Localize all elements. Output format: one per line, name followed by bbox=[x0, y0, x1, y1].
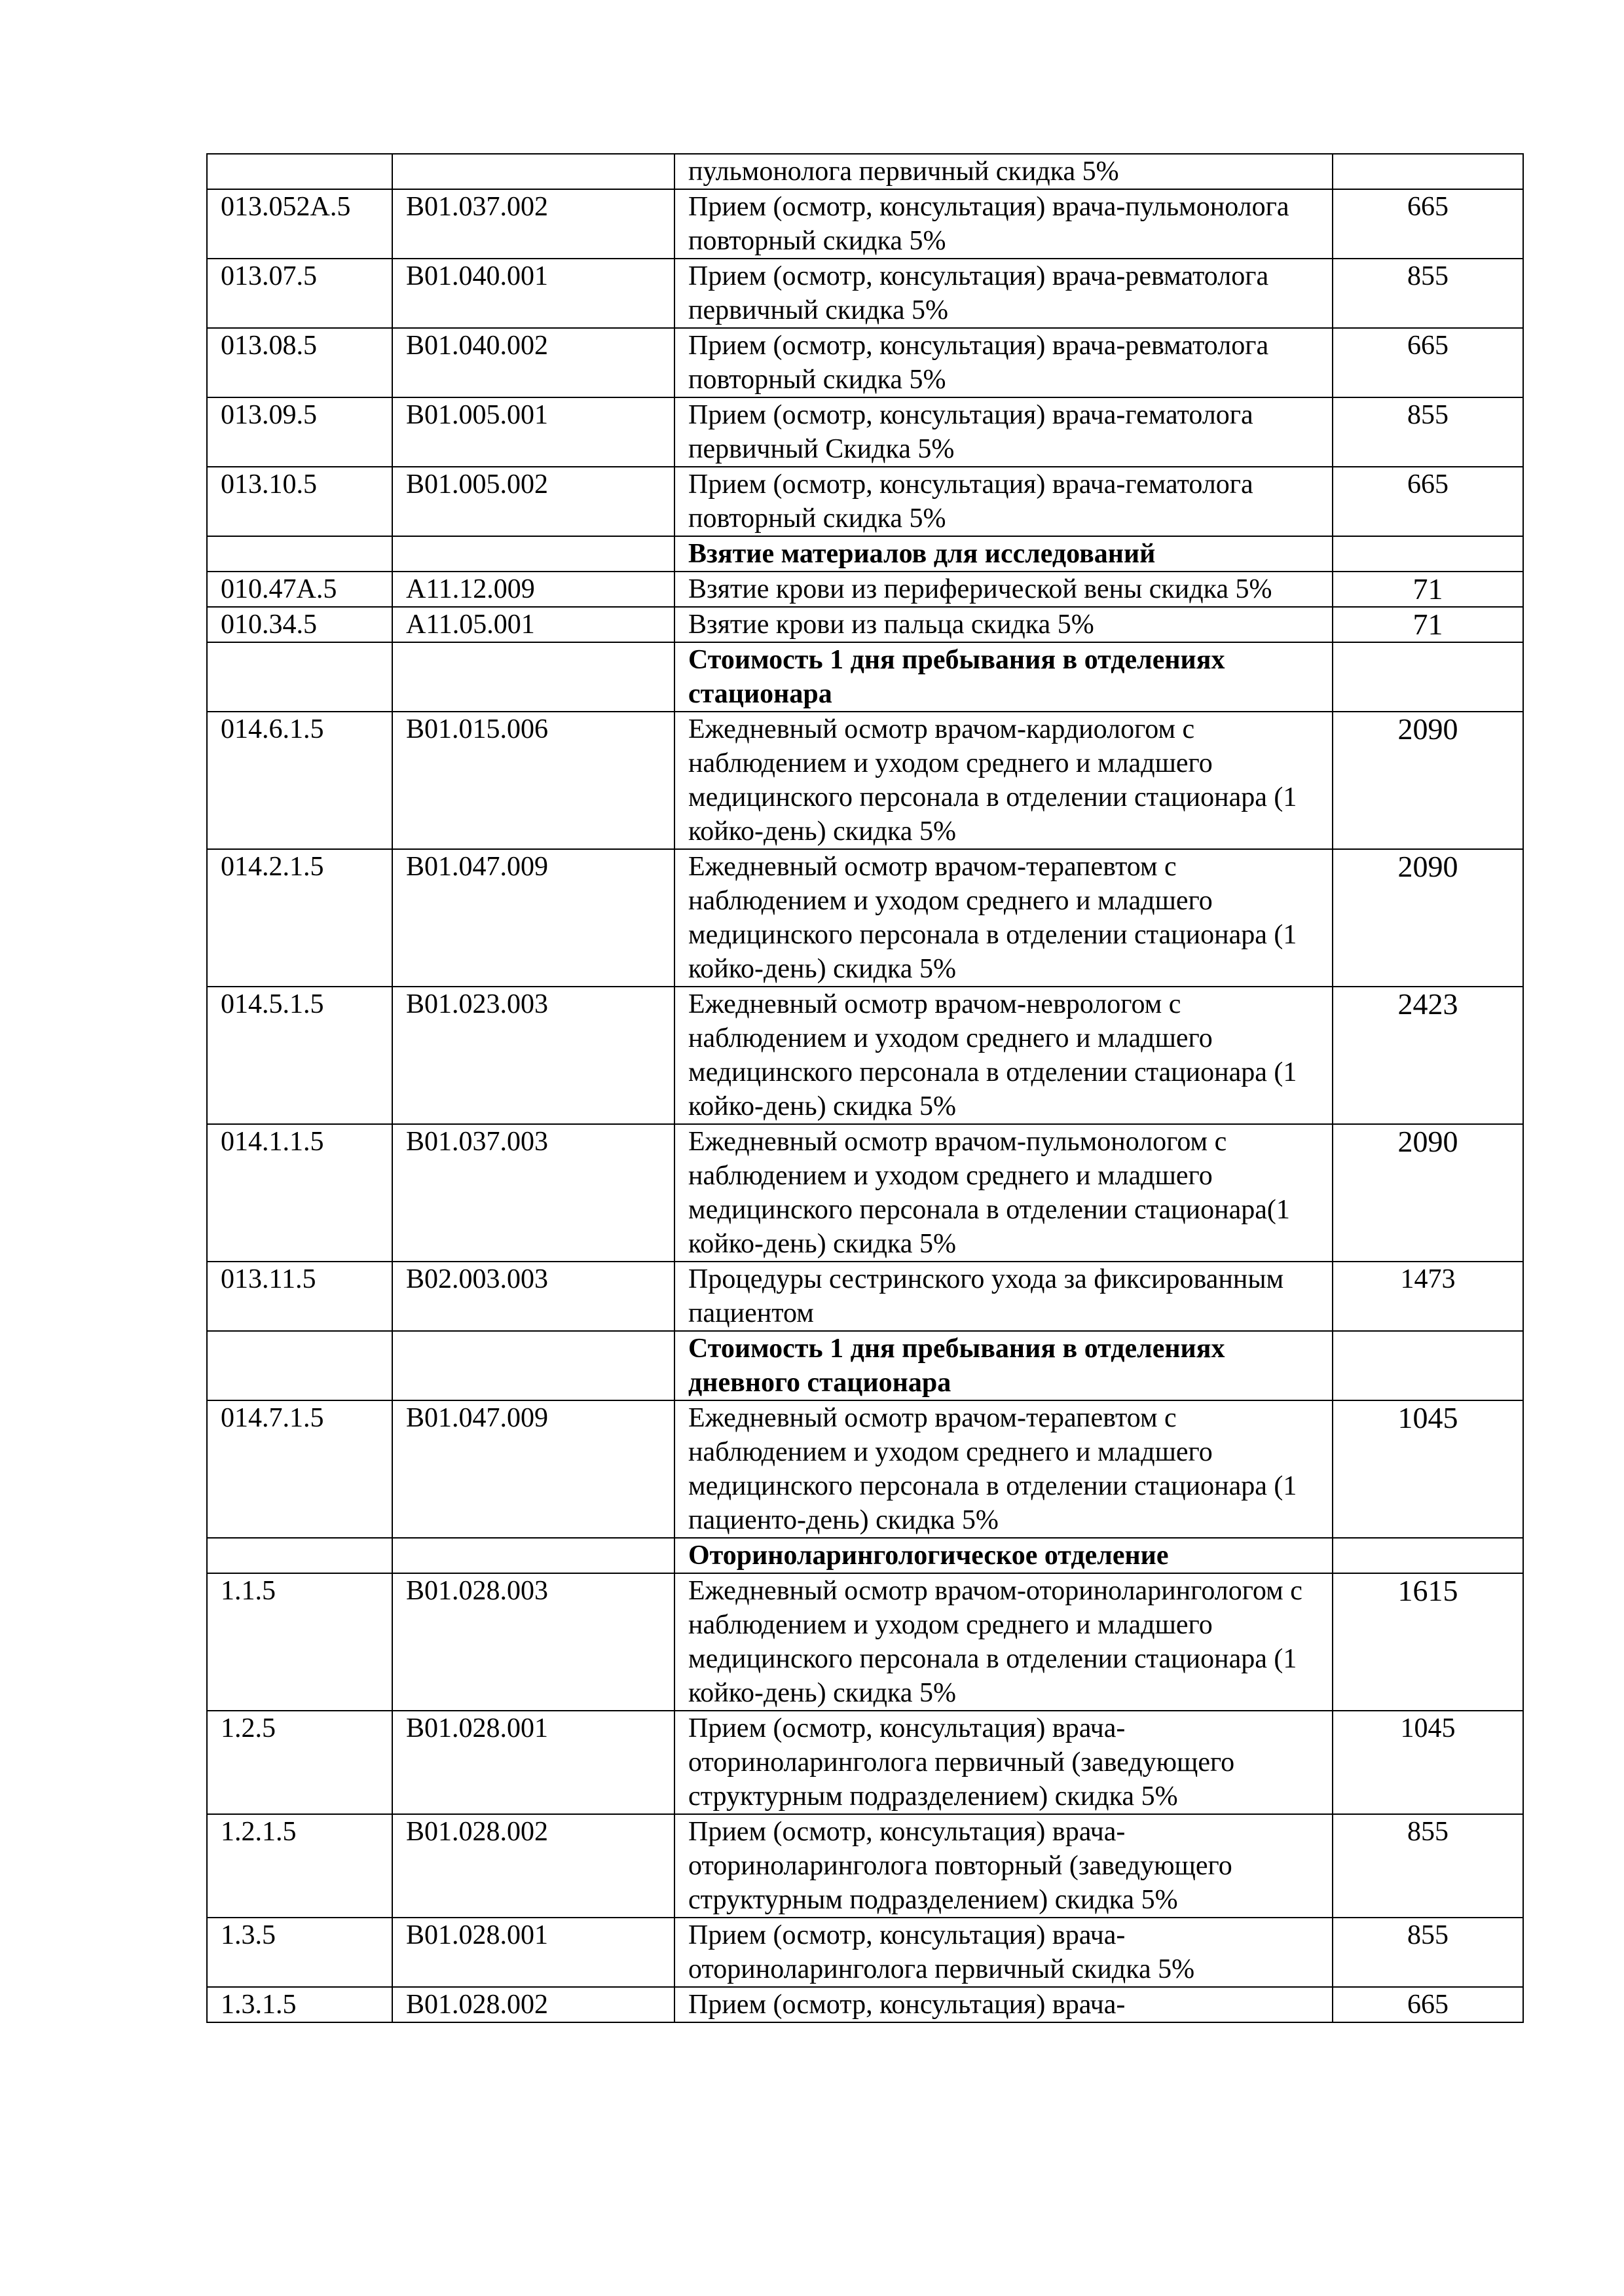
table-row bbox=[207, 987, 1523, 1124]
code-cell: 1.3.5 bbox=[207, 1918, 392, 1987]
price-cell: 1045 bbox=[1333, 1711, 1523, 1814]
service-code-cell: В01.028.001 bbox=[392, 1711, 674, 1814]
description-cell: пульмонолога первичный скидка 5% bbox=[674, 154, 1333, 189]
price-cell bbox=[1333, 536, 1523, 572]
price-cell: 1473 bbox=[1333, 1262, 1523, 1331]
service-code-cell: В01.040.001 bbox=[392, 259, 674, 328]
table-row bbox=[207, 712, 1523, 849]
price-cell: 665 bbox=[1333, 1987, 1523, 2022]
price-list-table bbox=[206, 153, 1524, 2023]
service-code-cell: В01.028.001 bbox=[392, 1918, 674, 1987]
description-cell: Ежедневный осмотр врачом-терапевтом с наблюдением и уходом среднего и младшего медицинского персонала в отделении стационара (1 койко-день) скидка 5% bbox=[674, 849, 1333, 987]
service-code-cell: В01.040.002 bbox=[392, 328, 674, 397]
table-row bbox=[207, 1814, 1523, 1918]
price-cell: 855 bbox=[1333, 1814, 1523, 1918]
code-cell: 010.47А.5 bbox=[207, 572, 392, 607]
code-cell: 013.10.5 bbox=[207, 467, 392, 536]
code-cell: 1.2.5 bbox=[207, 1711, 392, 1814]
table-row bbox=[207, 1400, 1523, 1538]
section-header-row bbox=[207, 642, 1523, 712]
code-cell: 014.7.1.5 bbox=[207, 1400, 392, 1538]
description-cell: Ежедневный осмотр врачом-терапевтом с наблюдением и уходом среднего и младшего медицинского персонала в отделении стационара (1 пациенто-день) скидка 5% bbox=[674, 1400, 1333, 1538]
table-row bbox=[207, 1711, 1523, 1814]
code-cell: 014.1.1.5 bbox=[207, 1124, 392, 1262]
price-cell: 665 bbox=[1333, 328, 1523, 397]
service-code-cell bbox=[392, 536, 674, 572]
service-code-cell: В01.028.002 bbox=[392, 1814, 674, 1918]
price-cell: 665 bbox=[1333, 467, 1523, 536]
table-row bbox=[207, 1987, 1523, 2022]
service-code-cell: А11.12.009 bbox=[392, 572, 674, 607]
price-cell bbox=[1333, 1331, 1523, 1400]
code-cell: 1.2.1.5 bbox=[207, 1814, 392, 1918]
description-cell: Прием (осмотр, консультация) врача-оториноларинголога повторный (заведующего структурным подразделением) скидка 5% bbox=[674, 1814, 1333, 1918]
description-cell: Прием (осмотр, консультация) врача-ревматолога первичный скидка 5% bbox=[674, 259, 1333, 328]
table-row bbox=[207, 1573, 1523, 1711]
description-cell: Взятие крови из пальца скидка 5% bbox=[674, 607, 1333, 642]
code-cell: 013.07.5 bbox=[207, 259, 392, 328]
price-cell: 1045 bbox=[1333, 1400, 1523, 1538]
table-row bbox=[207, 189, 1523, 259]
description-cell: Прием (осмотр, консультация) врача-оториноларинголога первичный (заведующего структурным подразделением) скидка 5% bbox=[674, 1711, 1333, 1814]
price-cell bbox=[1333, 642, 1523, 712]
table-row bbox=[207, 1918, 1523, 1987]
section-title: Оториноларингологическое отделение bbox=[674, 1538, 1333, 1573]
section-header-row bbox=[207, 1331, 1523, 1400]
table-row bbox=[207, 154, 1523, 189]
price-cell: 2090 bbox=[1333, 849, 1523, 987]
description-cell: Ежедневный осмотр врачом-оториноларингологом с наблюдением и уходом среднего и младшего медицинского персонала в отделении стационара (1 койко-день) скидка 5% bbox=[674, 1573, 1333, 1711]
service-code-cell bbox=[392, 1538, 674, 1573]
price-cell: 855 bbox=[1333, 259, 1523, 328]
service-code-cell: В01.047.009 bbox=[392, 1400, 674, 1538]
service-code-cell bbox=[392, 154, 674, 189]
code-cell: 014.5.1.5 bbox=[207, 987, 392, 1124]
description-cell: Процедуры сестринского ухода за фиксированным пациентом bbox=[674, 1262, 1333, 1331]
section-title: Стоимость 1 дня пребывания в отделениях стационара bbox=[674, 642, 1333, 712]
price-cell: 2090 bbox=[1333, 1124, 1523, 1262]
service-code-cell: А11.05.001 bbox=[392, 607, 674, 642]
code-cell: 010.34.5 bbox=[207, 607, 392, 642]
price-cell: 71 bbox=[1333, 572, 1523, 607]
table-row bbox=[207, 259, 1523, 328]
section-title: Стоимость 1 дня пребывания в отделениях дневного стационара bbox=[674, 1331, 1333, 1400]
table-row bbox=[207, 467, 1523, 536]
price-cell: 855 bbox=[1333, 397, 1523, 467]
table-row bbox=[207, 397, 1523, 467]
price-cell: 1615 bbox=[1333, 1573, 1523, 1711]
price-cell: 2090 bbox=[1333, 712, 1523, 849]
code-cell bbox=[207, 1331, 392, 1400]
description-cell: Прием (осмотр, консультация) врача-пульмонолога повторный скидка 5% bbox=[674, 189, 1333, 259]
code-cell: 013.08.5 bbox=[207, 328, 392, 397]
code-cell: 013.09.5 bbox=[207, 397, 392, 467]
description-cell: Прием (осмотр, консультация) врача-оториноларинголога первичный скидка 5% bbox=[674, 1918, 1333, 1987]
description-cell: Ежедневный осмотр врачом-кардиологом с наблюдением и уходом среднего и младшего медицинского персонала в отделении стационара (1 койко-день) скидка 5% bbox=[674, 712, 1333, 849]
price-cell: 665 bbox=[1333, 189, 1523, 259]
service-code-cell: В01.005.002 bbox=[392, 467, 674, 536]
section-header-row bbox=[207, 1538, 1523, 1573]
service-code-cell bbox=[392, 1331, 674, 1400]
table-row bbox=[207, 607, 1523, 642]
price-cell bbox=[1333, 154, 1523, 189]
service-code-cell: В01.028.003 bbox=[392, 1573, 674, 1711]
code-cell: 013.11.5 bbox=[207, 1262, 392, 1331]
price-cell: 2423 bbox=[1333, 987, 1523, 1124]
price-cell bbox=[1333, 1538, 1523, 1573]
code-cell: 013.052А.5 bbox=[207, 189, 392, 259]
service-code-cell bbox=[392, 642, 674, 712]
description-cell: Ежедневный осмотр врачом-пульмонологом с наблюдением и уходом среднего и младшего медицинского персонала в отделении стационара(1 койко-день) скидка 5% bbox=[674, 1124, 1333, 1262]
description-cell: Прием (осмотр, консультация) врача-гематолога первичный Скидка 5% bbox=[674, 397, 1333, 467]
description-cell: Прием (осмотр, консультация) врача-гематолога повторный скидка 5% bbox=[674, 467, 1333, 536]
description-cell: Прием (осмотр, консультация) врача-ревматолога повторный скидка 5% bbox=[674, 328, 1333, 397]
code-cell: 014.2.1.5 bbox=[207, 849, 392, 987]
description-cell: Ежедневный осмотр врачом-неврологом с наблюдением и уходом среднего и младшего медицинского персонала в отделении стационара (1 койко-день) скидка 5% bbox=[674, 987, 1333, 1124]
section-header-row bbox=[207, 536, 1523, 572]
service-code-cell: В01.037.002 bbox=[392, 189, 674, 259]
table-row bbox=[207, 572, 1523, 607]
price-cell: 71 bbox=[1333, 607, 1523, 642]
service-code-cell: В01.023.003 bbox=[392, 987, 674, 1124]
service-code-cell: В01.047.009 bbox=[392, 849, 674, 987]
service-code-cell: В01.005.001 bbox=[392, 397, 674, 467]
price-list-body bbox=[207, 154, 1523, 2022]
table-row bbox=[207, 1262, 1523, 1331]
price-cell: 855 bbox=[1333, 1918, 1523, 1987]
code-cell: 1.3.1.5 bbox=[207, 1987, 392, 2022]
service-code-cell: В02.003.003 bbox=[392, 1262, 674, 1331]
description-cell: Взятие крови из периферической вены скидка 5% bbox=[674, 572, 1333, 607]
section-title: Взятие материалов для исследований bbox=[674, 536, 1333, 572]
code-cell bbox=[207, 536, 392, 572]
code-cell: 014.6.1.5 bbox=[207, 712, 392, 849]
code-cell bbox=[207, 642, 392, 712]
description-cell: Прием (осмотр, консультация) врача- bbox=[674, 1987, 1333, 2022]
table-row bbox=[207, 849, 1523, 987]
service-code-cell: В01.015.006 bbox=[392, 712, 674, 849]
table-row bbox=[207, 1124, 1523, 1262]
table-row bbox=[207, 328, 1523, 397]
code-cell bbox=[207, 1538, 392, 1573]
code-cell bbox=[207, 154, 392, 189]
service-code-cell: В01.037.003 bbox=[392, 1124, 674, 1262]
service-code-cell: В01.028.002 bbox=[392, 1987, 674, 2022]
code-cell: 1.1.5 bbox=[207, 1573, 392, 1711]
